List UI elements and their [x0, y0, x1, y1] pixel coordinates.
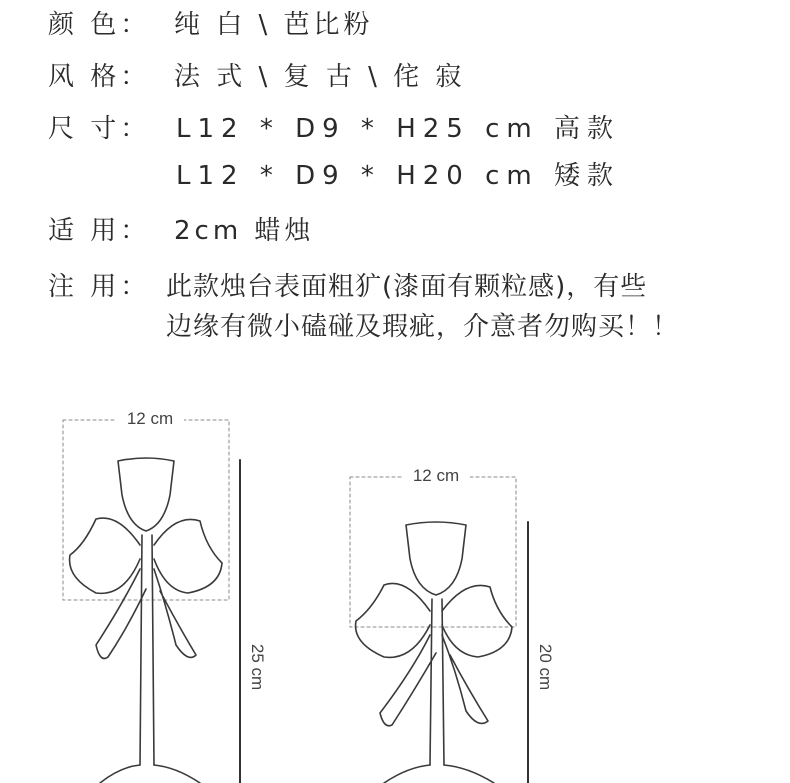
candle-holder-diagram — [0, 395, 790, 783]
note-line-2: 边缘有微小磕碰及瑕疵，介意者勿购买！！ — [166, 312, 680, 342]
note-label: 注 用： — [48, 272, 151, 302]
short-width-box — [350, 477, 516, 627]
tall-candle-holder — [63, 420, 240, 783]
spec-label: 颜 色： — [48, 10, 151, 40]
tall-cup — [118, 458, 174, 531]
short-width-label: 12 cm — [412, 466, 460, 485]
spec-label: 风 格： — [48, 62, 151, 92]
spec-label: 尺 寸： — [48, 114, 151, 144]
spec-value: 2cm 蜡烛 — [174, 216, 315, 246]
tall-width-label: 12 cm — [126, 409, 174, 428]
spec-value: 法 式 \ 复 古 \ 侘 寂 — [174, 62, 466, 92]
short-bow-left — [356, 583, 430, 657]
tall-bow-left — [70, 518, 140, 593]
short-height-label: 20 cm — [536, 643, 555, 691]
spec-value: L12 * D9 * H25 cm 高款 — [176, 114, 620, 144]
spec-value: L12 * D9 * H20 cm 矮款 — [176, 161, 620, 191]
tall-ribbon-left — [96, 569, 146, 659]
spec-label: 适 用： — [48, 216, 151, 246]
spec-value: 纯 白 \ 芭比粉 — [174, 10, 374, 40]
note-line-1: 此款烛台表面粗犷(漆面有颗粒感)，有些 — [166, 272, 648, 302]
tall-width-box — [63, 420, 229, 600]
short-cup — [406, 522, 466, 595]
tall-height-label: 25 cm — [248, 643, 267, 691]
short-candle-holder — [350, 477, 528, 783]
